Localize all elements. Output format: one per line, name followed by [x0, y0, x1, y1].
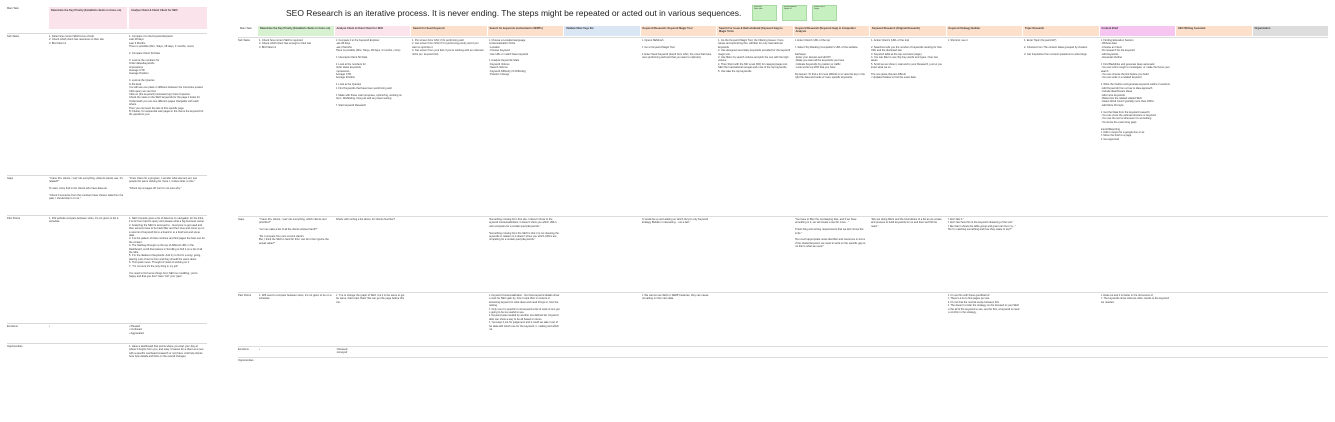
- row-label: Sub Tasks: [7, 35, 19, 38]
- sticky-note[interactable]: [752, 5, 777, 21]
- row-label: Emotions: [238, 348, 249, 351]
- journey-cell[interactable]: •: [259, 348, 260, 351]
- left-corner-label: Main Task: [7, 7, 19, 10]
- journey-cell[interactable]: 1. Go the Keyword Magic Tool, the Filtering Issues: if one issues and optimizing this, will filter for only International keywords 2. Use designed secondary keywords provided for the keyword magic tool. 3. Use filters by search volume and pick the one with the high volume 4. Then Short with the Nth Level (KD) for category/page tool, SEO the International Google and most of the top keywords. 5. Use take the top keywords: [718, 39, 791, 73]
- journey-cell[interactable]: 1. Finding Education Section • Without data • Choose an Intent • Do research for the keyword • Add keywords • Generate Outline 2. Find Backlinks and generate deep automatic • You can a first rough to investigate, or make the focus your search • You can choose the link before you build • You can write in a related keyword 3. Write the Outline and generate keyword outline 2 sections • Add Keywords from a how to idea approach • Include ideal Dream ideas • Add more keywords • Reference the related related SEO • Select Word Count typically more than 1500+ • Add More Prompts 4. Get the Data from the keyword research • You can cross the optimal structure or keyword • You use the terms whenever it's something • You know the exact long gaps Export/Reporting 1. Add in output for a google doc or as 2. Move the brief to a page 3. Get approved: [1100, 39, 1170, 141]
- journey-cell[interactable]: 1. Put screen from GSC if it's performing well 2. Get screen from GSC if it's performing poorly and if you want to optimize it 3. Get screen from your lists if you're working with an unknown niche (ex. keyword list): [412, 39, 484, 56]
- journey-cell[interactable]: [412, 218, 485, 290]
- journey-cell[interactable]: [1101, 218, 1174, 290]
- journey-cell[interactable]: 1. Opens SEMrush 2. Go to Keyword Magic Tool 3. Enter Seed Keyword (found from GSC, the ones that have been performing well and that you want to optimize): [641, 39, 712, 60]
- left-journey-board: [7, 7, 207, 372]
- journey-cell[interactable]: [871, 359, 944, 369]
- journey-cell[interactable]: 1. Enter Client's URL of the top 2. Select Top Ranking Competitor's URL of the website. SubSteps • Enter your domain and all KPI • Make you want all the keywords you have • Indicate Keywords by position or traffic • Look at the top 20% that you have Top Expert: To find a lot more difficult or to view the key in the right the data and looks of more specific keywords.: [794, 39, 865, 80]
- main-corner-label: Main Task: [240, 27, 252, 30]
- journey-cell[interactable]: 1. SEO Console gives a lot of data but no navigation for the links, it is far from hard to query and release what a big business owner. 2. Analyzing the SEO is annoyed to... Everyone to get used and then sensors have to be back filter and then time and come up on a new list of keyword list to a board in to a brief text and some data. 3. It is the pattern of links continue and find pages the best one for the content. 4. The hashtag through up the top of different URL in the Dashboard, scroll themselves in Scrolling to find it on a list of all the tabs. 5. If in the dataset of keywords. And try to find in a copy, going, placing a lot of terms from and they should the users down. 6. This quick move. Thought of need of working on it. 7. "I'm not sure it's the only thing in my job" You need to find some things from SEO so muddling, you're happy and that you don't have 'Ctrl' your 'gain'.: [129, 217, 205, 278]
- row-divider: [238, 346, 1328, 347]
- column-header[interactable]: Validate Meta Tags Etc: [564, 26, 640, 36]
- journey-cell[interactable]: [259, 359, 332, 369]
- journey-cell[interactable]: 1. Check how current SEO is reported 2. Check which client has enough to their site 3. Bird Client A: [259, 39, 312, 49]
- left-header-priority[interactable]: Determine the Key Priority (Establish clients to focus on): [49, 7, 127, 29]
- row-divider: [238, 216, 1328, 217]
- column-header[interactable]: Keyword Research (Original Research): [870, 26, 946, 36]
- sticky-note-text: Publish & track Repeat: [814, 7, 825, 10]
- journey-cell[interactable]: [1177, 359, 1250, 369]
- journey-cell[interactable]: 1. Enter Topic (Keyword ET) 2. Choose From The content ideas grouped by clusters 3. Get Inspiration from content questions to write blogs: [1024, 39, 1088, 56]
- journey-cell[interactable]: [948, 359, 1021, 369]
- row-label: Gaps: [7, 177, 14, 180]
- journey-cell[interactable]: [642, 359, 715, 369]
- journey-cell[interactable]: [336, 359, 409, 369]
- column-header[interactable]: Keyword Research: Keyword Magic Tool: [641, 26, 717, 36]
- journey-cell[interactable]: "We are doing filters and the boundaries of a list as we create and process to build keywords for us and then we'll fill the need.": [871, 218, 942, 228]
- row-divider: [7, 175, 207, 176]
- journey-cell[interactable]: 1. We cannot use SEO or SERP Features, they can cause formatting on the main data.: [641, 294, 709, 301]
- journey-cell[interactable]: [49, 345, 125, 375]
- column-header[interactable]: Search For Issue & Refresh/detail (Keyword Gap) to Magic Tools: [717, 26, 793, 36]
- left-header-analyze[interactable]: Analyze Client & Client Client for SEO: [129, 7, 207, 29]
- journey-cell[interactable]: [1101, 359, 1174, 369]
- journey-cell[interactable]: [1177, 39, 1250, 215]
- journey-cell[interactable]: [412, 294, 485, 346]
- journey-cell[interactable]: 1. Choose a Location/Language Contextualization Tools • Location • Choose Keyword • Use URL or match base keyword 2. Analyze Keywords Stats • Keyword Volume • Search Volume • Keyword Difficulty (% Difficulty) • Position Change: [488, 39, 529, 77]
- journey-cell[interactable]: [871, 294, 944, 346]
- sticky-note[interactable]: [812, 5, 837, 21]
- journey-cell[interactable]: 1. Shortcut: see it: [947, 39, 968, 42]
- journey-cell[interactable]: [1024, 294, 1097, 346]
- journey-cell[interactable]: [1024, 218, 1097, 290]
- journey-cell[interactable]: [565, 294, 638, 346]
- journey-cell[interactable]: [795, 359, 868, 369]
- journey-cell[interactable]: "It would be up and waiting on which they're only Keyword Strategy Builder in interesting... not a fact.": [641, 218, 709, 225]
- journey-cell[interactable]: [1254, 294, 1327, 346]
- journey-cell[interactable]: "I have 20+ clients, I can't do everything, what do clients use, it's related?" To start, crazy find in the clients who have data etc. "Check if someone from the numbers have chosen data from the past, I should skip it or not.": [49, 177, 124, 201]
- column-header[interactable]: Determine the Key Priority (Establish clients to focus on): [258, 26, 334, 36]
- journey-cell[interactable]: 1. "I've to change the graph of SEO, but it is the same to get the same, that's bad. Data" We can get the page before this one.: [335, 294, 405, 304]
- journey-cell[interactable]: [1024, 359, 1097, 369]
- journey-cell[interactable]: 1. Compare it to the Keyword Explorer Last 28 days Last 3 Months There is possible (Dirs, Tokyo, 28 days, 3 months, more) 2. Compare Client Sit Data 3. Look at the numbers for Order dates/keywords Impressions Average CTR Average Position 4. Look at the Queries In the Eval You will see one place in different between the Countries posted. Click query we can find Click on (the keyword) increased (up) tried of queries. Check the stats on the SEO keywords for the page it looks for. Underneath you can see different pages chargable with each others. Then you can learn the last of this specific page 5) Cluster, for sequential web pages in the that is the keyword for the questions you.: [129, 35, 204, 117]
- row-label: Emotions: [7, 325, 18, 328]
- row-divider: [7, 33, 207, 34]
- row-label: Opportunities: [7, 345, 23, 348]
- journey-cell[interactable]: 1. Data out and it is better in the old source of 2. The keywords show what we often results to the keyword are needed.: [1100, 294, 1169, 304]
- journey-cell[interactable]: "You have to filter the overlapping lists, and if we have something in it, we will create a tool for more..." "Fresh blog and sorting requirements that we don't know the limits." "Not much appropriate notes identifier and resources in terms of the cluster/keyword, we need to work on the specific gap to not link to what we need.": [794, 218, 866, 249]
- main-journey-board: [238, 26, 1328, 371]
- journey-cell[interactable]: [718, 294, 791, 346]
- row-divider: [7, 323, 207, 324]
- journey-cell[interactable]: "Something missing from this site, it doesn't show to the keyword contextualization; it doesn't show you which URL's rank competes for a certain query/keywords." "Something missing from the SEO is that it is not showing the keywords in relation to it doesn't show you which URL's are competing for a certain query/keywords.": [488, 218, 559, 242]
- sticky-note[interactable]: [782, 5, 807, 21]
- journey-cell[interactable]: 1. Compare it to the Keyword Explorer Last 28 days Last 3 Months There is possible (Dirs, Tokyo, 28 days, 3 months, more) 2. Intercepts Client Sit Data 3. Look at the numbers for Order dates keywords Impressions Average CTR Average Position 4. Look at the Queries 5. Find Keywords that have been performing well 6. Make with these main purposes, optimizing, working on them, Wishlisting, fixing as well as proper testing. 7. Start keyword Research: [335, 39, 402, 107]
- journey-cell[interactable]: [1254, 218, 1327, 290]
- journey-cell[interactable]: [565, 359, 638, 369]
- journey-cell[interactable]: [565, 218, 638, 290]
- journey-cell[interactable]: 1. It's set this with these good/bad of 2. There's a lot to find pages per site 3. It's not that the normal scope between this 4. The doesn't render the strategy on the focused to your SEO to the all of the keyword to see, and for this, a keyword is need to confirm in the strategy.: [947, 294, 1020, 315]
- column-header[interactable]: Analyze Client & Client Client for SEO: [335, 26, 411, 36]
- row-label: Gaps: [238, 218, 245, 221]
- journey-cell[interactable]: 1. Have a dashboard that points where you start your day at where it begins from you, and easy. It leaves for a client at a new with a specific overhead (research or not) have. And help clients here how details and links on the overall changes.: [129, 345, 204, 359]
- row-label: Sub Tasks: [238, 39, 250, 42]
- journey-cell[interactable]: [1254, 359, 1327, 369]
- column-header[interactable]: Keyword Research (Keyword Gap) to Competitor Analysis: [794, 26, 870, 36]
- row-label: Pain Points: [7, 217, 21, 220]
- journey-cell[interactable]: •: [49, 325, 50, 328]
- row-divider: [7, 343, 207, 344]
- column-header[interactable]: SEO Writing Assistant: [1176, 26, 1252, 36]
- column-header[interactable]: Content Brief: [1100, 26, 1176, 36]
- journey-cell[interactable]: [718, 218, 791, 290]
- journey-cell[interactable]: 1. Keyword Contextualization - Not how keyword details show to rank for SEO gain by, how it rank their in content or accessing keyword in what does and need things to, how the ranking. 2. Only one it is specific to its keyword a list of work of one per is going to be too useful to see. 3. Keyword was needed by another pre-defined list. Keyword table can show a way to be all based on items. 4. You keep it out for judgement and it could we take it out of the data with which one for the keyword, it, making and which not.: [488, 294, 560, 332]
- journey-cell[interactable]: [795, 294, 868, 346]
- column-header[interactable]: Search for keywords (contextual in SERPs): [488, 26, 564, 36]
- journey-cell[interactable]: "I have 20+ clients, I can't do everything, which clients can I prioritize?" "Let me make a list of all the clients whose brand?" "Do I compare from one current client's But, I think the SEO is hard for this I can do it then ignore the actual value?": [259, 218, 329, 245]
- journey-cell[interactable]: "I don't like it." "I don't feel how this is the keyword clustering of the tool." "I like that it shows the table group and grant can hurt my..." "Do I'm catching something and how they relate to top?": [947, 218, 1016, 232]
- journey-cell[interactable]: [718, 359, 791, 369]
- journey-cell[interactable]: 1. Determine current SEO focus of Hub 2. Check which client has resources to their site 3. Bird Client A: [49, 35, 104, 45]
- column-header[interactable]: Topic Research: [1023, 26, 1099, 36]
- journey-cell[interactable]: What's with sorting a list about, for Clients Number?: [335, 218, 395, 221]
- sticky-note-text: Review keywords Update list: [784, 7, 797, 10]
- row-divider: [7, 215, 207, 216]
- row-divider: [238, 37, 1328, 38]
- journey-cell[interactable]: [1177, 294, 1250, 346]
- column-header[interactable]: Organization: [1253, 26, 1329, 36]
- sticky-note-text: Step notes Iterate often: [754, 7, 763, 10]
- page-title: SEO Research is an iterative process. It is never ending. The steps might be repeated or acted out in various sequences.: [286, 8, 742, 18]
- journey-cell[interactable]: [565, 39, 638, 215]
- journey-cell[interactable]: 1. Will need to compare between sizes, it's not given to be on a schedule.: [259, 294, 332, 301]
- row-divider: [238, 357, 1328, 358]
- row-divider: [238, 292, 1328, 293]
- journey-cell[interactable]: "Once Client for a program, I wonder what element as I see people the same clicking for, there I, it does what, to this." "Check top at pages off, but it's not sure why.": [129, 177, 198, 191]
- journey-cell[interactable]: [1177, 218, 1250, 290]
- row-label: Opportunities: [238, 359, 254, 362]
- journey-cell[interactable]: [489, 359, 562, 369]
- journey-cell[interactable]: [1254, 39, 1327, 215]
- column-header[interactable]: Search for Seed Keyword: [411, 26, 487, 36]
- journey-cell[interactable]: [412, 359, 485, 369]
- journey-cell[interactable]: 1. Action Client's (URL of the top) 2. Searches tells you the number of keywords ranking for that URL and the disclosed site 3. Keyword table at the top overview (stage) 4. You can filter to see Top Key words and types. Over two areas 5. Scroll as we show it, wait and to your Research, just so you know what we ex. The one place that are difficult • Updated Scales to find the exact data: [871, 39, 943, 80]
- row-label: Pain Points: [238, 294, 252, 297]
- journey-cell[interactable]: 1. 20k website compare between sizes, it's not given to list a schedule.: [49, 217, 119, 224]
- column-header[interactable]: Keyword Strategy Builder: [947, 26, 1023, 36]
- journey-cell[interactable]: • Pleased • Confused • Aggravated: [129, 325, 144, 335]
- journey-cell[interactable]: • Stressed • Annoyed: [335, 348, 348, 355]
